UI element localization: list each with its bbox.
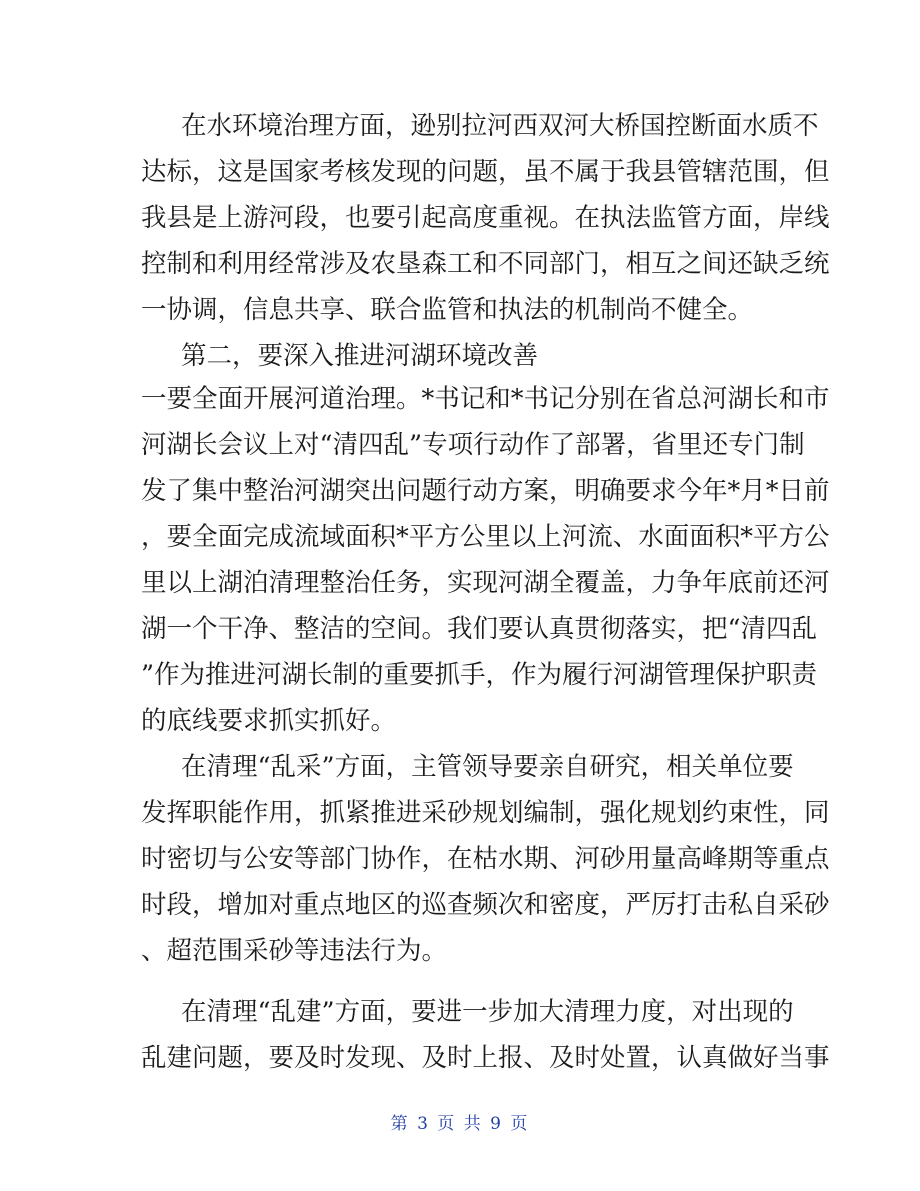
- paragraph-line: 在清理“乱采”方面，主管领导要亲自研究，相关单位要: [181, 752, 794, 782]
- paragraph-line: 达标，这是国家考核发现的问题，虽不属于我县管辖范围，但: [141, 157, 830, 187]
- paragraph-line: ，要全面完成流域面积*平方公里以上河流、水面面积*平方公: [141, 522, 830, 552]
- paragraph-line: 发挥职能作用，抓紧推进采砂规划编制，强化规划约束性，同: [141, 798, 830, 828]
- paragraph-line: 、超范围采砂等违法行为。: [141, 936, 448, 966]
- paragraph-line: 里以上湖泊清理整治任务，实现河湖全覆盖，力争年底前还河: [141, 568, 830, 598]
- paragraph-line: 时密切与公安等部门协作，在枯水期、河砂用量高峰期等重点: [141, 844, 830, 874]
- paragraph-line: 乱建问题，要及时发现、及时上报、及时处置，认真做好当事: [141, 1043, 830, 1073]
- paragraph-line: 的底线要求抓实抓好。: [141, 706, 397, 736]
- paragraph-line: ”作为推进河湖长制的重要抓手，作为履行河湖管理保护职责: [141, 660, 818, 690]
- paragraph-line: 在水环境治理方面，逊别拉河西双河大桥国控断面水质不: [181, 111, 819, 141]
- paragraph-line: 湖一个干净、整洁的空间。我们要认真贯彻落实，把“清四乱: [141, 614, 818, 644]
- paragraph-line: 一协调，信息共享、联合监管和执法的机制尚不健全。: [141, 295, 754, 325]
- paragraph-line: 我县是上游河段，也要引起高度重视。在执法监管方面，岸线: [141, 203, 830, 233]
- paragraph-line: 控制和利用经常涉及农垦森工和不同部门，相互之间还缺乏统: [141, 249, 830, 279]
- page-number-footer: 第 3 页 共 9 页: [390, 1114, 530, 1134]
- paragraph-line: 河湖长会议上对“清四乱”专项行动作了部署，省里还专门制: [141, 430, 805, 460]
- paragraph-line: 在清理“乱建”方面，要进一步加大清理力度，对出现的: [181, 997, 794, 1027]
- paragraph-line: 时段，增加对重点地区的巡查频次和密度，严厉打击私自采砂: [141, 890, 830, 920]
- paragraph-line: 发了集中整治河湖突出问题行动方案，明确要求今年*月*日前: [141, 476, 830, 506]
- section-heading: 第二，要深入推进河湖环境改善: [181, 341, 539, 371]
- paragraph-line: 一要全面开展河道治理。*书记和*书记分别在省总河湖长和市: [141, 384, 830, 414]
